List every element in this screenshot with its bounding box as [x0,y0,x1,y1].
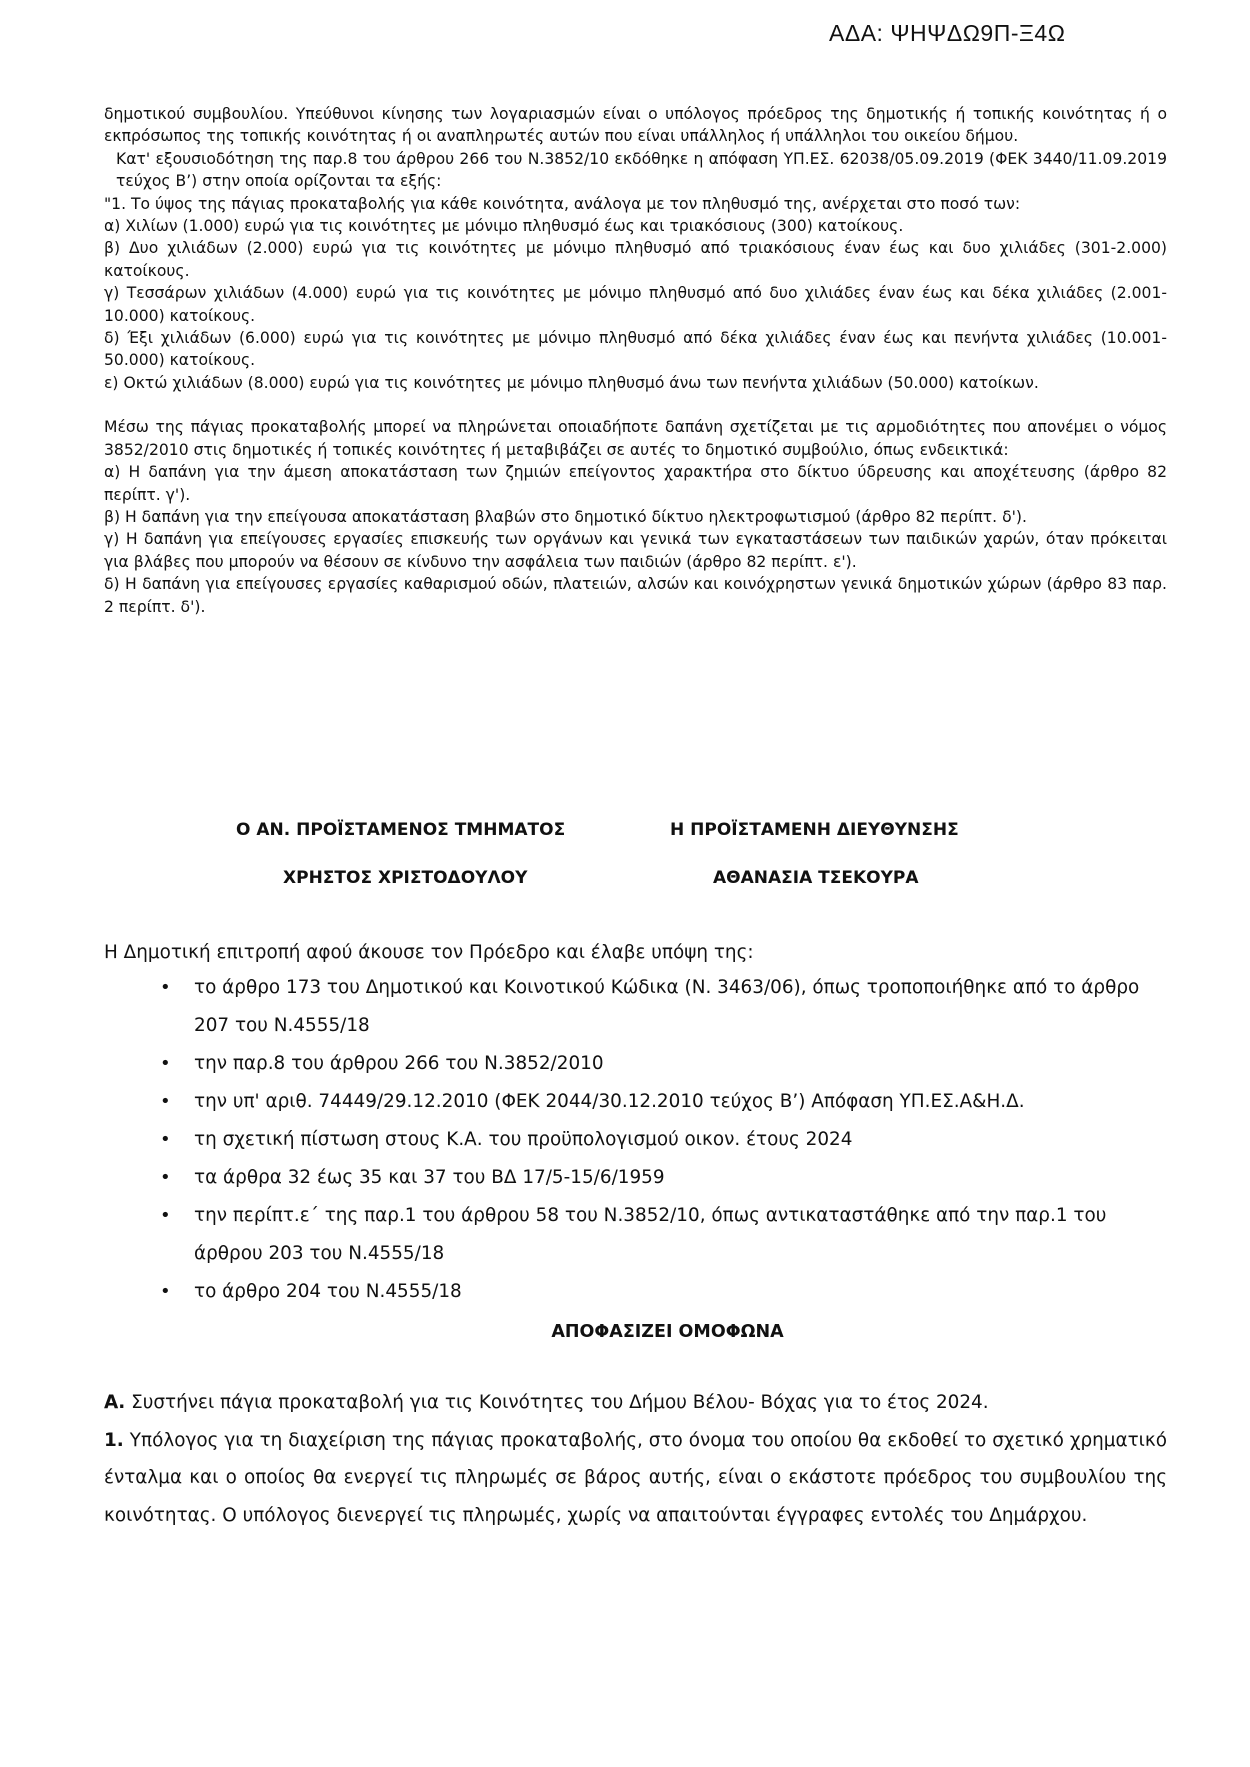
consideration-item: • τη σχετική πίστωση στους Κ.Α. του προϋπολογισμού οικον. έτους 2024 [194,1121,1167,1159]
tier-item: α) Χιλίων (1.000) ευρώ για τις κοινότητες με μόνιμο πληθυσμό έως και τριακόσιους (300) κατοίκους. [104,217,904,236]
paragraph-authorization: Κατ' εξουσιοδότηση της παρ.8 του άρθρου 266 του Ν.3852/10 εκδόθηκε η απόφαση ΥΠ.ΕΣ. 62038/05.09.2019 (ΦΕΚ 3440/11.09.2019 τεύχος Β’) στην οποία ορίζονται τα εξής: [116,149,1167,191]
decision-item-a [104,1384,1167,1422]
consideration-item: • την παρ.8 του άρθρου 266 του Ν.3852/2010 [194,1045,1167,1083]
consideration-item: • το άρθρο 173 του Δημοτικού και Κοινοτικού Κώδικα (Ν. 3463/06), όπως τροποποιήθηκε από το άρθρο 207 του Ν.4555/18 [194,969,1167,1045]
committee-intro: Η Δημοτική επιτροπή αφού άκουσε τον Πρόεδρο και έλαβε υπόψη της: [104,942,754,963]
decision-item-a-label: Α. [104,1392,126,1413]
example-item: α) Η δαπάνη για την άμεση αποκατάσταση των ζημιών επείγοντος χαρακτήρα στο δίκτυο ύδρευσης και αποχέτευσης (άρθρο 82 περίπτ. γ'). [104,463,1167,504]
consideration-item: • το άρθρο 204 του Ν.4555/18 [194,1273,1167,1311]
decision-item-1-text: Υπόλογος για τη διαχείριση της πάγιας προκαταβολής, στο όνομα του οποίου θα εκδοθεί το σχετικό χρηματικό ένταλμα και ο οποίος θα ενεργεί τις πληρωμές σε βάρος αυτής, είναι ο εκάστοτε πρόεδρος του συμβουλίου της κοινότητας. Ο υπόλογος διενεργεί τις πληρωμές, χωρίς να απαιτούνται έγγραφες εντολές του Δημάρχου. [104,1429,1167,1526]
consideration-item: • την περίπτ.ε΄ της παρ.1 του άρθρου 58 του Ν.3852/10, όπως αντικαταστάθηκε από την παρ.1 του άρθρου 203 του Ν.4555/18 [194,1197,1167,1273]
paragraph-amount-intro: "1. Το ύψος της πάγιας προκαταβολής για κάθε κοινότητα, ανάλογα με τον πληθυσμό της, ανέρχεται στο ποσό των: [104,194,1021,213]
tier-item: γ) Τεσσάρων χιλιάδων (4.000) ευρώ για τις κοινότητες με μόνιμο πληθυσμό από δυο χιλιάδες έναν έως και δέκα χιλιάδες (2.001-10.000) κατοίκους. [104,284,1167,325]
tier-item: ε) Οκτώ χιλιάδων (8.000) ευρώ για τις κοινότητες με μόνιμο πληθυσμό άνω των πενήντα χιλιάδων (50.000) κατοίκων. [104,373,1039,392]
signature-left-title: Ο ΑΝ. ΠΡΟΪΣΤΑΜΕΝΟΣ ΤΜΗΜΑΤΟΣ [236,820,566,840]
tier-item: β) Δυο χιλιάδων (2.000) ευρώ για τις κοινότητες με μόνιμο πληθυσμό από τριακόσιους έναν έως και δυο χιλιάδες (301-2.000) κατοίκους. [104,239,1167,280]
paragraph-expenses-intro: Μέσω της πάγιας προκαταβολής μπορεί να πληρώνεται οποιαδήποτε δαπάνη σχετίζεται με τις αρμοδιότητες που απονέμει ο νόμος 3852/2010 στις δημοτικές ή τοπικές κοινότητες ή μεταβιβάζει σε αυτές το δημοτικό συμβούλιο, όπως ενδεικτικά: [104,418,1167,459]
decision-title: ΑΠΟΦΑΣΙΖΕΙ ΟΜΟΦΩΝΑ [551,1322,784,1342]
legal-background-section [104,103,1167,618]
spacer [104,394,1167,416]
signature-right-name: ΑΘΑΝΑΣΙΑ ΤΣΕΚΟΥΡΑ [713,868,919,888]
signature-right-title: Η ΠΡΟΪΣΤΑΜΕΝΗ ΔΙΕΥΘΥΝΣΗΣ [670,820,959,840]
consideration-item: • την υπ' αριθ. 74449/29.12.2010 (ΦΕΚ 2044/30.12.2010 τεύχος Β’) Απόφαση ΥΠ.ΕΣ.Α&Η.Δ. [194,1083,1167,1121]
decision-item-a-text: Συστήνει πάγια προκαταβολή για τις Κοινότητες του Δήμου Βέλου- Βόχας για το έτος 2024. [125,1392,989,1413]
decision-item-1 [104,1422,1167,1535]
decision-item-1-label: 1. [104,1429,124,1451]
example-item: β) Η δαπάνη για την επείγουσα αποκατάσταση βλαβών στο δημοτικό δίκτυο ηλεκτροφωτισμού (άρθρο 82 περίπτ. δ'). [104,507,1027,526]
ada-code: ΑΔΑ: ΨΗΨΔΩ9Π-Ξ4Ω [829,20,1066,46]
signature-left-name: ΧΡΗΣΤΟΣ ΧΡΙΣΤΟΔΟΥΛΟΥ [283,868,528,888]
tier-item: δ) Έξι χιλιάδων (6.000) ευρώ για τις κοινότητες με μόνιμο πληθυσμό από δέκα χιλιάδες έναν έως και πενήντα χιλιάδες (10.001-50.000) κατοίκους. [104,329,1167,370]
decision-section [104,1384,1167,1534]
considerations-list [104,969,1167,1311]
consideration-item: • τα άρθρα 32 έως 35 και 37 του ΒΔ 17/5-15/6/1959 [194,1159,1167,1197]
example-item: δ) Η δαπάνη για επείγουσες εργασίες καθαρισμού οδών, πλατειών, αλσών και κοινόχρηστων γενικά δημοτικών χώρων (άρθρο 83 παρ. 2 περίπτ. δ'). [104,575,1167,616]
paragraph-account-holders: δημοτικού συμβουλίου. Υπεύθυνοι κίνησης των λογαριασμών είναι ο υπόλογος πρόεδρος της δημοτικής ή τοπικής κοινότητας ή ο εκπρόσωπος της τοπικής κοινότητας ή οι αναπληρωτές αυτών που είναι υπάλληλος ή υπάλληλοι του οικείου δήμου. [104,105,1167,146]
example-item: γ) Η δαπάνη για επείγουσες εργασίες επισκευής των οργάνων και γενικά των εγκαταστάσεων των παιδικών χαρών, όταν πρόκειται για βλάβες που μπορούν να θέσουν σε κίνδυνο την ασφάλεια των παιδιών (άρθρο 82 περίπτ. ε'). [104,530,1167,571]
